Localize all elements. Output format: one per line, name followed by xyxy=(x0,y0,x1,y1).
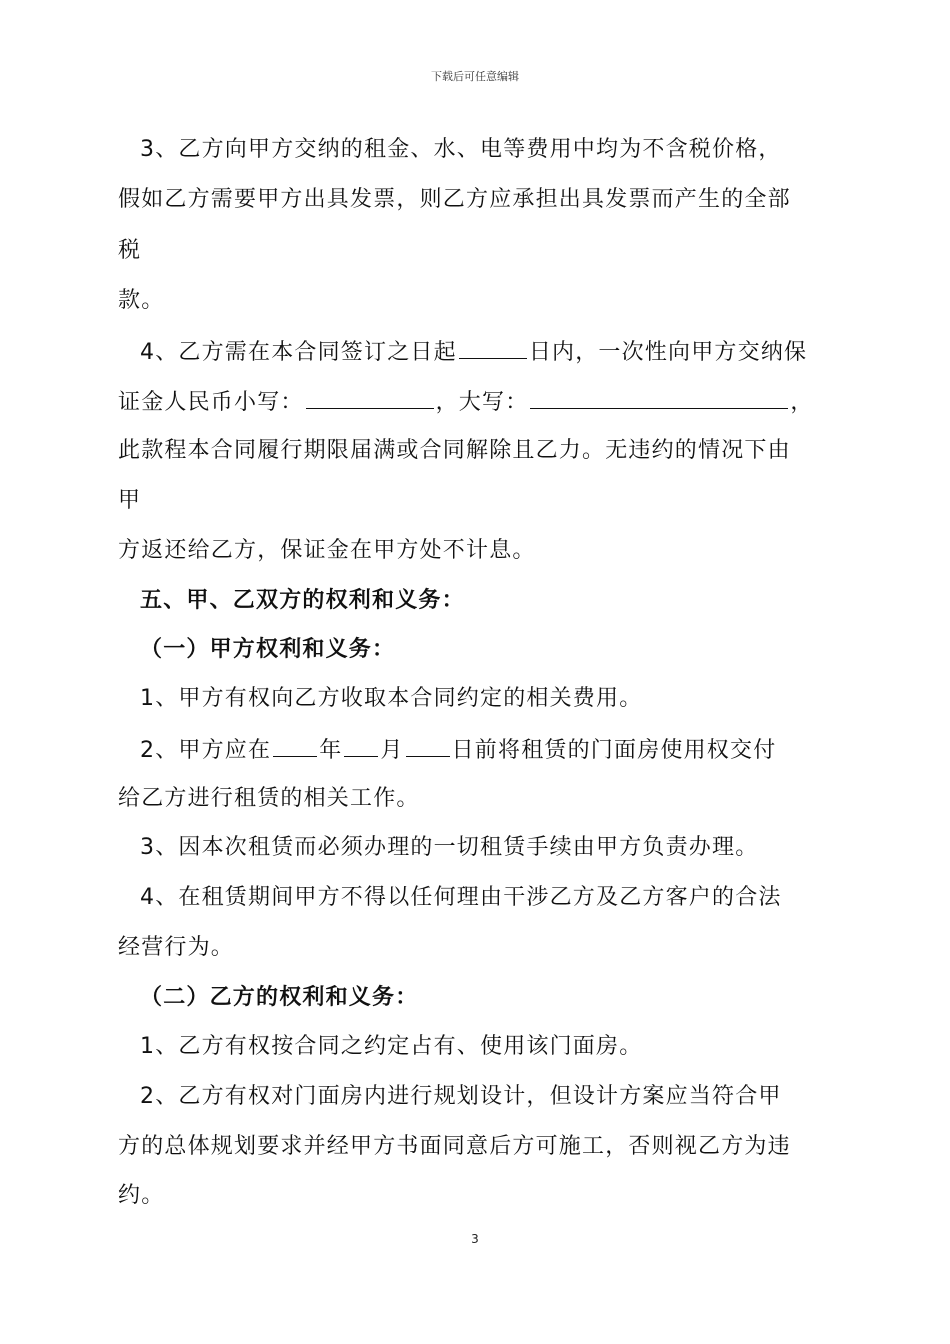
party-a-item-2-line-2: 给乙方进行租赁的相关工作。 xyxy=(118,786,420,811)
party-a-item-3: 3、因本次租赁而必须办理的一切租赁手续由甲方负责办理。 xyxy=(140,835,759,860)
party-b-item-1: 1、乙方有权按合同之约定占有、使用该门面房。 xyxy=(140,1034,643,1059)
clause-3-line-1: 3、乙方向甲方交纳的租金、水、电等费用中均为不含税价格， xyxy=(140,137,782,162)
clause-4-line-5: 方返还给乙方，保证金在甲方处不计息。 xyxy=(118,538,536,563)
clause-3-line-3: 税 xyxy=(118,238,142,263)
party-a-item-2-text-d: 日前将租赁的门面房使用权交付 xyxy=(451,738,777,763)
party-b-item-2-line-3: 约。 xyxy=(118,1183,165,1208)
year-blank xyxy=(273,734,317,757)
clause-4-text-a: 4、乙方需在本合同签订之日起 xyxy=(140,340,457,365)
days-blank xyxy=(459,336,527,359)
clause-4-line-3: 此款程本合同履行期限届满或合同解除且乙力。无违约的情况下由 xyxy=(118,438,791,463)
party-a-item-1: 1、甲方有权向乙方收取本合同约定的相关费用。 xyxy=(140,686,643,711)
subsection-1-heading: （一）甲方权利和义务： xyxy=(140,637,396,662)
month-label: 月 xyxy=(380,738,404,763)
party-b-item-2-line-1: 2、乙方有权对门面房内进行规划设计，但设计方案应当符合甲 xyxy=(140,1084,782,1109)
deposit-uppercase-blank xyxy=(530,386,788,409)
party-a-item-2-line-1 xyxy=(140,734,776,766)
deposit-uppercase-label: ，大写： xyxy=(435,390,529,415)
section-5-heading: 五、甲、乙双方的权利和义务： xyxy=(140,588,465,613)
clause-3-line-2: 假如乙方需要甲方出具发票，则乙方应承担出具发票而产生的全部 xyxy=(118,187,791,212)
party-a-item-4-line-1: 4、在租赁期间甲方不得以任何理由干涉乙方及乙方客户的合法 xyxy=(140,885,782,910)
day-blank xyxy=(406,734,450,757)
page-number: 3 xyxy=(471,1232,479,1246)
deposit-lowercase-blank xyxy=(306,386,434,409)
clause-4-line-4: 甲 xyxy=(118,488,142,513)
clause-4-line-2 xyxy=(118,386,814,418)
party-a-item-4-line-2: 经营行为。 xyxy=(118,935,235,960)
deposit-lowercase-label: 证金人民币小写： xyxy=(118,390,304,415)
month-blank xyxy=(344,734,378,757)
clause-4-text-b: 日内，一次性向甲方交纳保 xyxy=(528,340,808,365)
clause-4-line-1 xyxy=(140,336,807,368)
year-label: 年 xyxy=(319,738,343,763)
clause-4-comma: ， xyxy=(790,390,814,415)
subsection-2-heading: （二）乙方的权利和义务： xyxy=(140,985,419,1010)
clause-3-line-4: 款。 xyxy=(118,288,165,313)
party-a-item-2-text-a: 2、甲方应在 xyxy=(140,738,272,763)
party-b-item-2-line-2: 方的总体规划要求并经甲方书面同意后方可施工，否则视乙方为违 xyxy=(118,1134,791,1159)
page-header: 下载后可任意编辑 xyxy=(431,70,519,83)
